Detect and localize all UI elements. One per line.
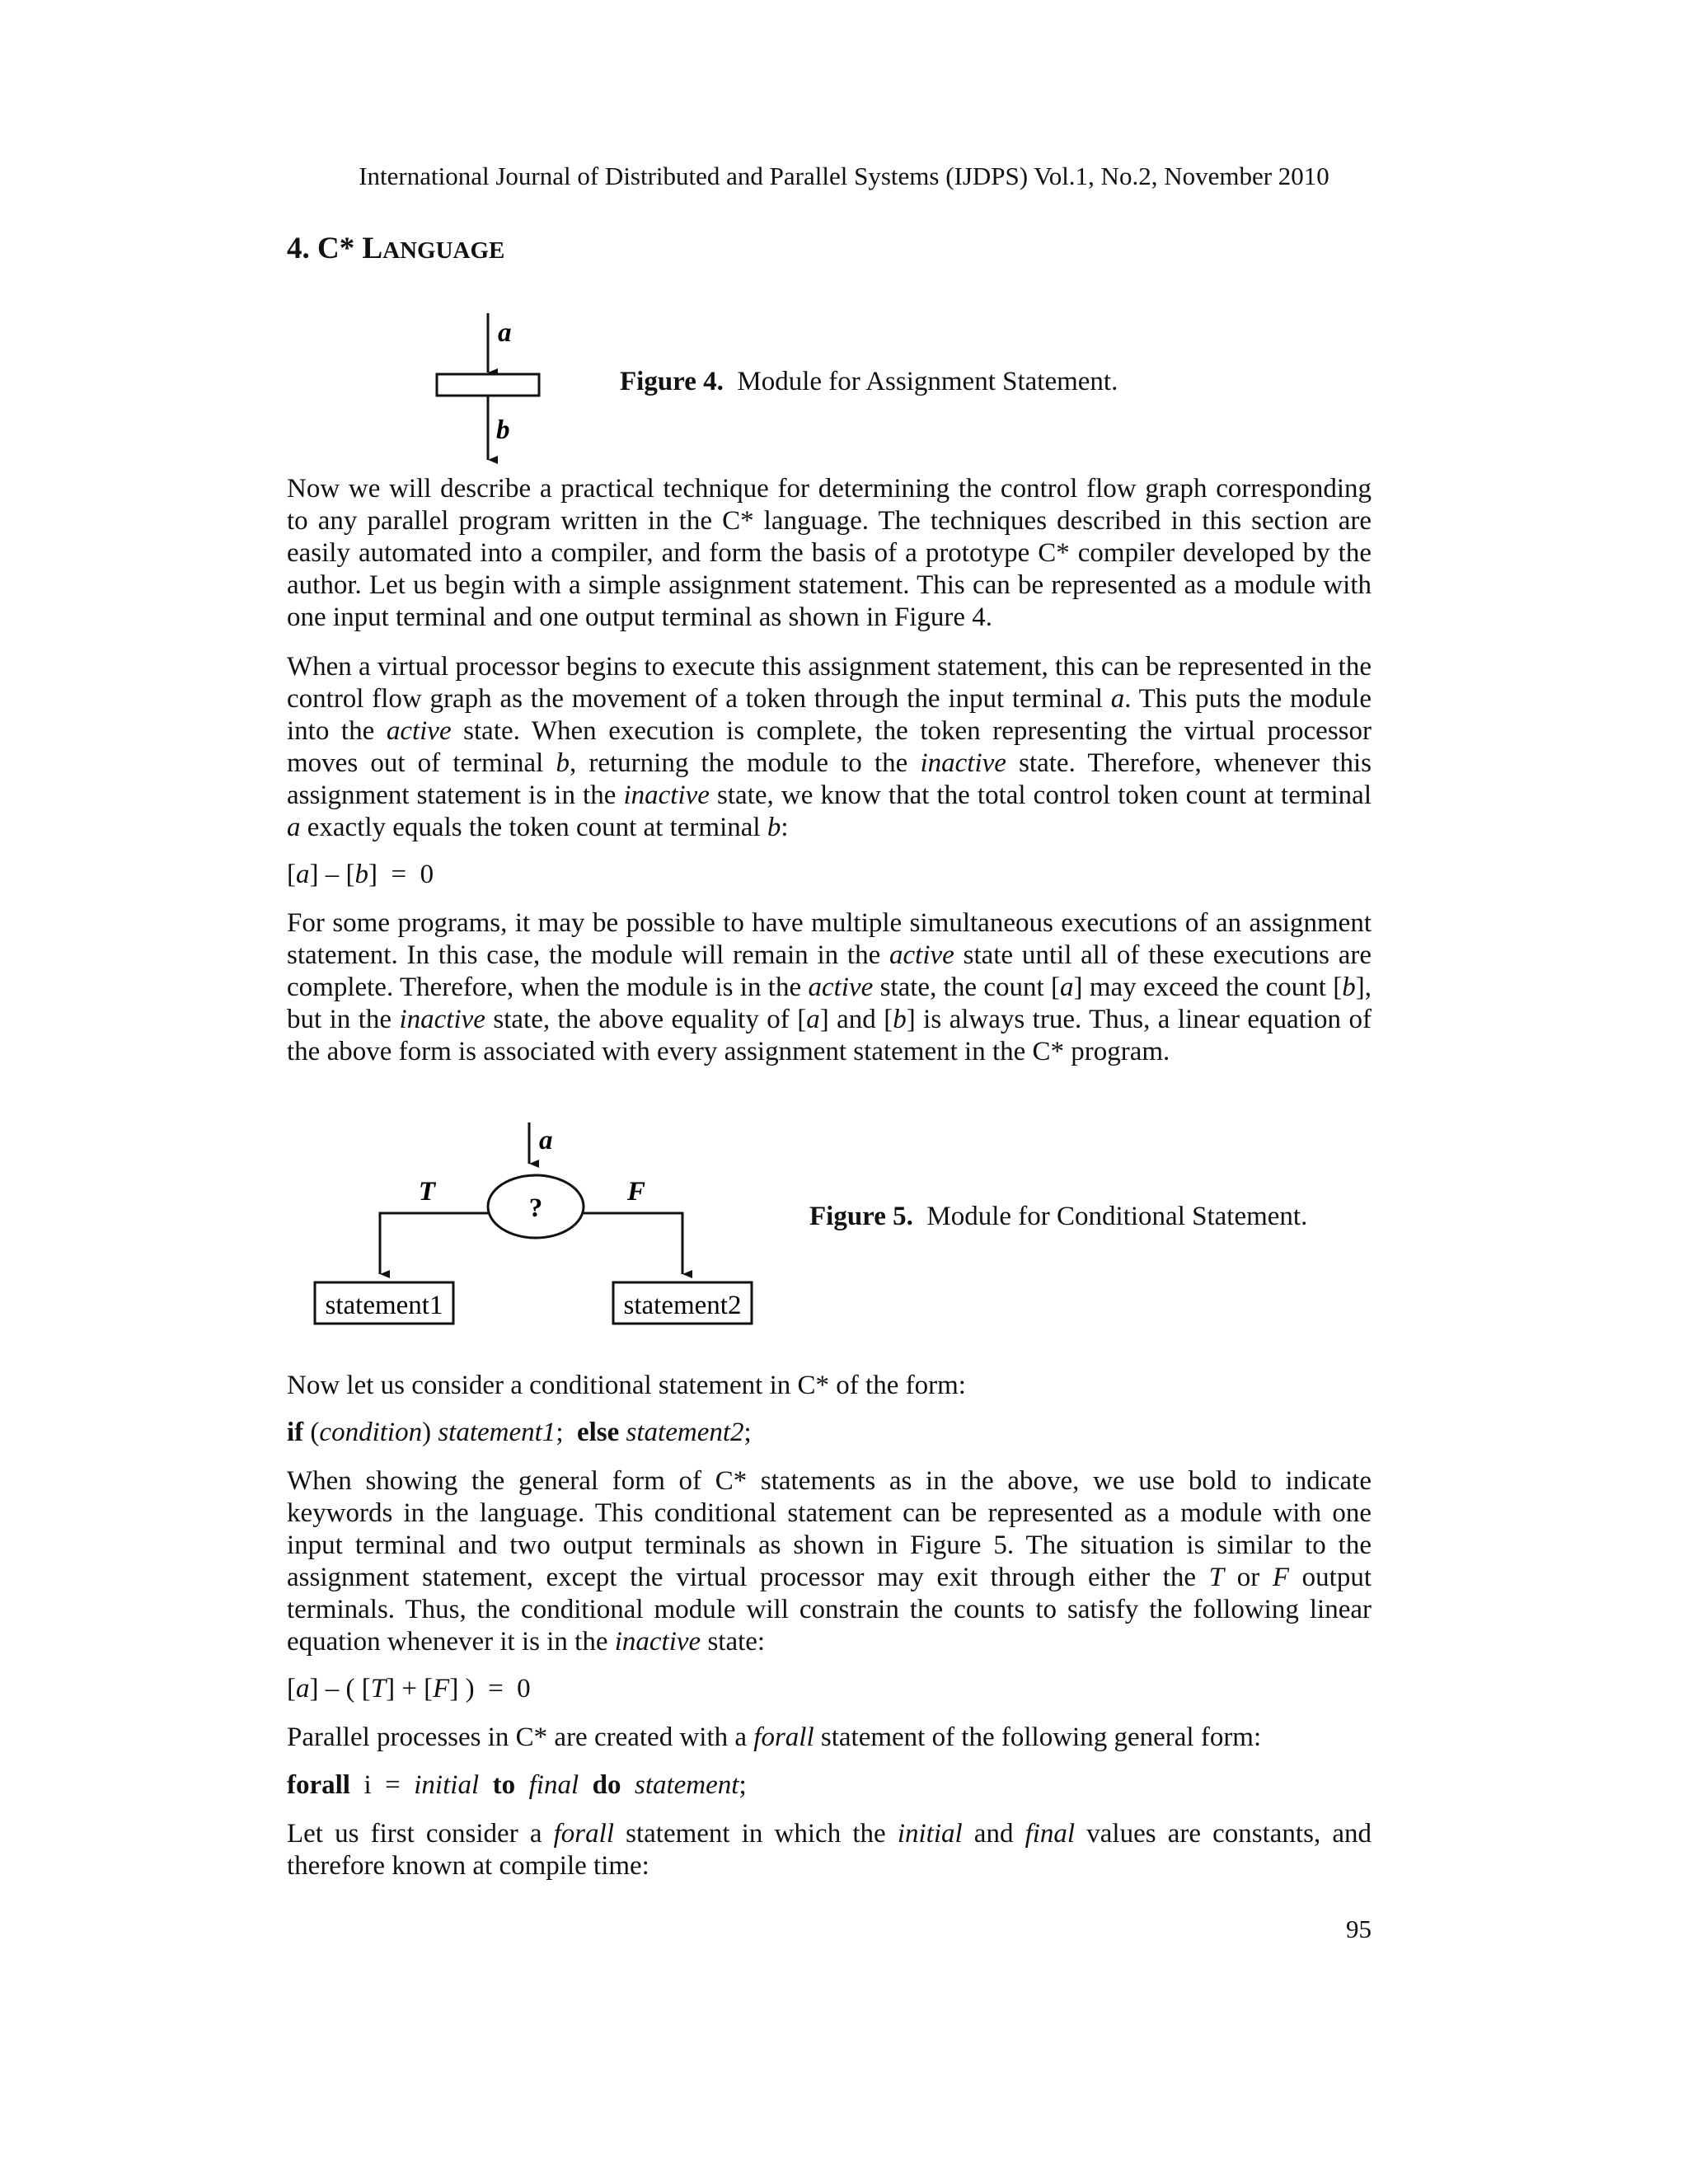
figure-4-diagram: [412, 305, 577, 478]
statement1-label: statement1: [325, 1291, 443, 1320]
paragraph-2: When a virtual processor begins to execute this assignment statement, this can be represented in the control flow graph as the movement of a token through the input terminal a. This puts the module into the active state. When execution is complete, the token representing the virtual processor moves out of terminal b, returning the module to the inactive state. Therefore, whenever this assignment statement is in the inactive state, we know that the total control token count at terminal a exactly equals the token count at terminal b:: [287, 652, 1372, 842]
page-number: 95: [1346, 1915, 1372, 1943]
equation-1: [a] – [b] = 0: [287, 860, 434, 889]
figure-5-caption: Figure 5. Module for Conditional Statement.: [809, 1202, 1308, 1231]
running-header: International Journal of Distributed and Parallel Systems (IJDPS) Vol.1, No.2, November 2010: [359, 162, 1329, 190]
assignment-module-box: [437, 374, 539, 396]
true-branch-line: [380, 1213, 488, 1274]
section-heading: 4. C* LANGUAGE: [287, 232, 505, 265]
equation-2: [a] – ( [T] + [F] ) = 0: [287, 1674, 531, 1704]
condition-symbol: ?: [528, 1193, 543, 1223]
terminal-b-label: b: [496, 415, 510, 445]
false-label: F: [626, 1177, 646, 1207]
paragraph-6: Parallel processes in C* are created with a forall statement of the following general form:: [287, 1722, 1262, 1752]
paragraph-5: When showing the general form of C* statements as in the above, we use bold to indicate keywords in the language. This conditional statement can be represented as a module with one input terminal and two output terminals as shown in Figure 5. The situation is similar to the assignment statement, except the virtual processor may exit through either the T or F output terminals. Thus, the conditional module will constrain the counts to satisfy the following linear equation whenever it is in the inactive state:: [287, 1466, 1372, 1657]
terminal-a-label: a: [539, 1126, 553, 1155]
figure-5-diagram: [305, 1121, 767, 1339]
forall-syntax: forall i = initial to final do statement;: [287, 1770, 747, 1800]
if-else-syntax: if (condition) statement1; else statement2;: [287, 1418, 752, 1447]
true-label: T: [418, 1177, 436, 1207]
paragraph-4: Now let us consider a conditional statement in C* of the form:: [287, 1371, 966, 1400]
false-branch-line: [584, 1213, 682, 1274]
figure-4-caption: Figure 4. Module for Assignment Statement.: [620, 367, 1118, 396]
terminal-a-label: a: [498, 318, 512, 348]
statement2-label: statement2: [623, 1291, 742, 1320]
paragraph-1: Now we will describe a practical technique for determining the control flow graph corresponding to any parallel program written in the C* language. The techniques described in this section are easily automated into a compiler, and form the basis of a prototype C* compiler developed by the author. Let us begin with a simple assignment statement. This can be represented as a module with one input terminal and one output terminal as shown in Figure 4.: [287, 474, 1372, 632]
paragraph-7: Let us first consider a forall statement in which the initial and final values are constants, and therefore known at compile time:: [287, 1819, 1372, 1881]
paragraph-3: For some programs, it may be possible to have multiple simultaneous executions of an assignment statement. In this case, the module will remain in the active state until all of these executions are complete. Therefore, when the module is in the active state, the count [a] may exceed the count [b], but in the inactive state, the above equality of [a] and [b] is always true. Thus, a linear equation of the above form is associated with every assignment statement in the C* program.: [287, 908, 1372, 1066]
